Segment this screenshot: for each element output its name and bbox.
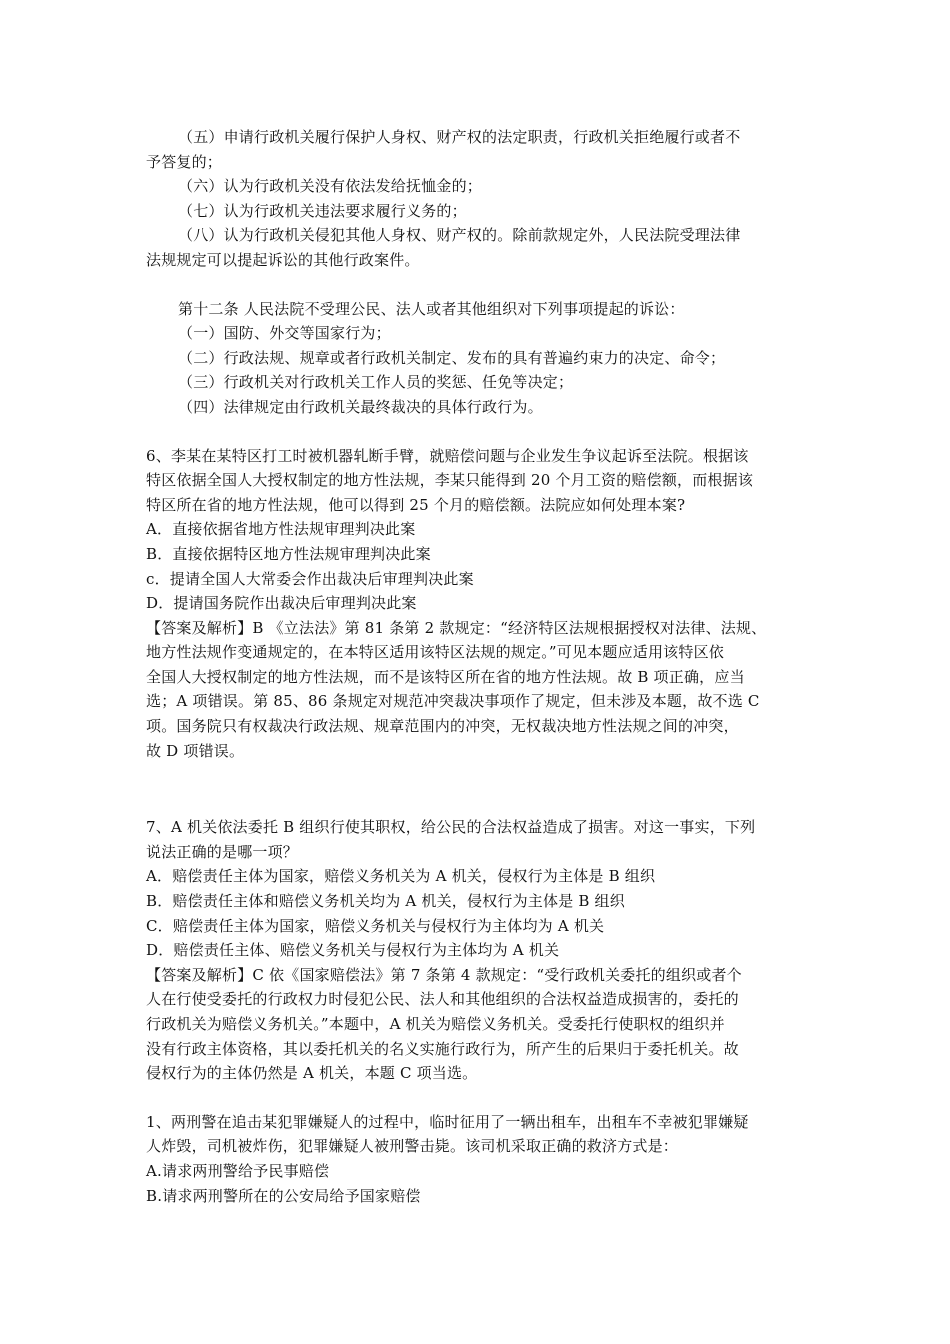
article12-item: （四）法律规定由行政机关最终裁决的具体行政行为。 bbox=[178, 397, 543, 416]
article11-item-8: （八）认为行政机关侵犯其他人身权、财产权的。除前款规定外，人民法院受理法律 bbox=[178, 226, 741, 245]
article12-item: （一）国防、外交等国家行为； bbox=[178, 324, 391, 343]
answer-explanation: 侵权行为的主体仍然是 A 机关，本题 C 项当选。 bbox=[146, 1064, 478, 1083]
answer-explanation: 没有行政主体资格，其以委托机关的名义实施行政行为，所产生的后果归于委托机关。故 bbox=[146, 1039, 739, 1058]
article12 bbox=[146, 297, 814, 420]
question-option: A.请求两刑警给予民事赔偿 bbox=[146, 1161, 330, 1180]
answer-explanation: 【答案及解析】B 《立法法》第 81 条第 2 款规定：“经济特区法规根据授权对法律、法规、 bbox=[146, 618, 767, 637]
article11-item-5-cont: 予答复的； bbox=[146, 152, 223, 171]
question-stem: 说法正确的是哪一项？ bbox=[146, 842, 299, 861]
question-7 bbox=[146, 815, 814, 1086]
question-stem: 1、两刑警在追击某犯罪嫌疑人的过程中，临时征用了一辆出租车，出租车不幸被犯罪嫌疑 bbox=[146, 1112, 749, 1131]
article11-tail bbox=[146, 125, 814, 273]
answer-explanation: 地方性法规作变通规定的，在本特区适用该特区法规的规定。”可见本题应适用该特区依 bbox=[146, 643, 724, 662]
question-stem: 7、A 机关依法委托 B 组织行使其职权，给公民的合法权益造成了损害。对这一事实，下列 bbox=[146, 818, 756, 837]
question-option: c．提请全国人大常委会作出裁决后审理判决此案 bbox=[146, 569, 474, 588]
answer-explanation: 全国人大授权制定的地方性法规，而不是该特区所在省的地方性法规。故 B 项正确，应当 bbox=[146, 667, 745, 686]
question-6 bbox=[146, 444, 814, 764]
answer-explanation: 人在行使受委托的行政权力时侵犯公民、法人和其他组织的合法权益造成损害的，委托的 bbox=[146, 990, 739, 1009]
article12-item: （三）行政机关对行政机关工作人员的奖惩、任免等决定； bbox=[178, 373, 574, 392]
article11-item-8-cont: 法规规定可以提起诉讼的其他行政案件。 bbox=[146, 250, 420, 269]
question-option: A．赔偿责任主体为国家，赔偿义务机关为 A 机关，侵权行为主体是 B 组织 bbox=[146, 867, 656, 886]
article11-item-7: （七）认为行政机关违法要求履行义务的； bbox=[178, 201, 467, 220]
question-option: C．赔偿责任主体为国家，赔偿义务机关与侵权行为主体均为 A 机关 bbox=[146, 916, 605, 935]
question-option: D．赔偿责任主体、赔偿义务机关与侵权行为主体均为 A 机关 bbox=[146, 941, 560, 960]
question-1 bbox=[146, 1110, 814, 1208]
answer-explanation: 行政机关为赔偿义务机关。”本题中，A 机关为赔偿义务机关。受委托行使职权的组织并 bbox=[146, 1015, 725, 1033]
answer-explanation: 选；A 项错误。第 85、86 条规定对规范冲突裁决事项作了规定，但未涉及本题，故不选 C bbox=[146, 692, 760, 711]
question-stem: 6、李某在某特区打工时被机器轧断手臂，就赔偿问题与企业发生争议起诉至法院。根据该 bbox=[146, 446, 749, 465]
question-stem: 特区所在省的地方性法规，他可以得到 25 个月的赔偿额。法院应如何处理本案? bbox=[146, 495, 686, 514]
question-option: D．提请国务院作出裁决后审理判决此案 bbox=[146, 594, 417, 613]
question-stem: 特区依据全国人大授权制定的地方性法规，李某只能得到 20 个月工资的赔偿额，而根据该 bbox=[146, 471, 754, 490]
question-option: B.请求两刑警所在的公安局给予国家赔偿 bbox=[146, 1186, 421, 1205]
article12-heading: 第十二条 人民法院不受理公民、法人或者其他组织对下列事项提起的诉讼： bbox=[178, 299, 685, 318]
answer-explanation: 【答案及解析】C 依《国家赔偿法》第 7 条第 4 款规定：“受行政机关委托的组织或者个 bbox=[146, 965, 742, 984]
question-stem: 人炸毁，司机被炸伤，犯罪嫌疑人被刑警击毙。该司机采取正确的救济方式是： bbox=[146, 1137, 679, 1156]
document-page bbox=[146, 125, 814, 1208]
article12-item: （二）行政法规、规章或者行政机关制定、发布的具有普遍约束力的决定、命令； bbox=[178, 348, 726, 367]
question-option: B．直接依据特区地方性法规审理判决此案 bbox=[146, 544, 431, 563]
answer-explanation: 故 D 项错误。 bbox=[146, 741, 245, 760]
question-option: B．赔偿责任主体和赔偿义务机关均为 A 机关，侵权行为主体是 B 组织 bbox=[146, 892, 625, 911]
answer-explanation: 项。国务院只有权裁决行政法规、规章范围内的冲突，无权裁决地方性法规之间的冲突， bbox=[146, 717, 739, 736]
article11-item-6: （六）认为行政机关没有依法发给抚恤金的； bbox=[178, 177, 483, 196]
article11-item-5: （五）申请行政机关履行保护人身权、财产权的法定职责，行政机关拒绝履行或者不 bbox=[178, 128, 741, 146]
question-option: A．直接依据省地方性法规审理判决此案 bbox=[146, 520, 416, 539]
